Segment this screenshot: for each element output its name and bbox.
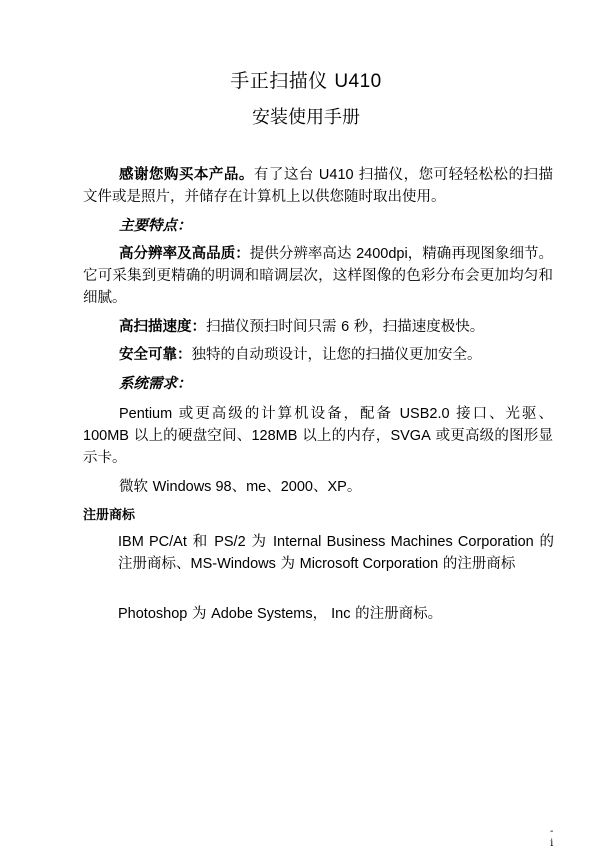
- feature-safety: 安全可靠：独特的自动琐设计，让您的扫描仪更加安全。: [119, 346, 482, 363]
- trademarks-heading: 注册商标: [83, 508, 136, 523]
- feature-speed: 高扫描速度：扫描仪预扫时间只需 6 秒，扫描速度极快。: [119, 318, 485, 335]
- intro-lead: 感谢您购买本产品。: [119, 166, 254, 183]
- title-model: U410: [334, 71, 382, 92]
- requirements-os: 微软 Windows 98、me、2000、XP。: [119, 479, 362, 495]
- feature-resolution: 高分辨率及高品质：提供分辨率高达 2400dpi，精确再现图象细节。它可采集到更精确的明调和暗调层次，这样图像的色彩分布会更加均匀和细腻。: [83, 245, 554, 306]
- document-title: [0, 66, 612, 93]
- page-number: - i: [550, 826, 554, 849]
- requirements-heading: 系统需求：: [119, 375, 192, 392]
- trademark-adobe: Photoshop 为 Adobe Systems， Inc 的注册商标。: [118, 606, 443, 622]
- document-subtitle: 安装使用手册: [252, 107, 360, 128]
- intro-paragraph: 感谢您购买本产品。有了这台 U410 扫描仪，您可轻轻松松的扫描文件或是照片，并储存在计算机上以供您随时取出使用。: [83, 166, 554, 205]
- trademark-ibm-microsoft: IBM PC/At 和 PS/2 为 Internal Business Machines Corporation 的注册商标、MS-Windows 为 Microsoft Corporation 的注册商标: [118, 534, 555, 572]
- title-prefix: 手正扫描仪: [230, 70, 328, 92]
- requirements-hardware: Pentium 或更高级的计算机设备，配备 USB2.0 接口、光驱、100MB 以上的硬盘空间、128MB 以上的内存，SVGA 或更高级的图形显示卡。: [83, 406, 554, 466]
- features-heading: 主要特点：: [119, 217, 192, 234]
